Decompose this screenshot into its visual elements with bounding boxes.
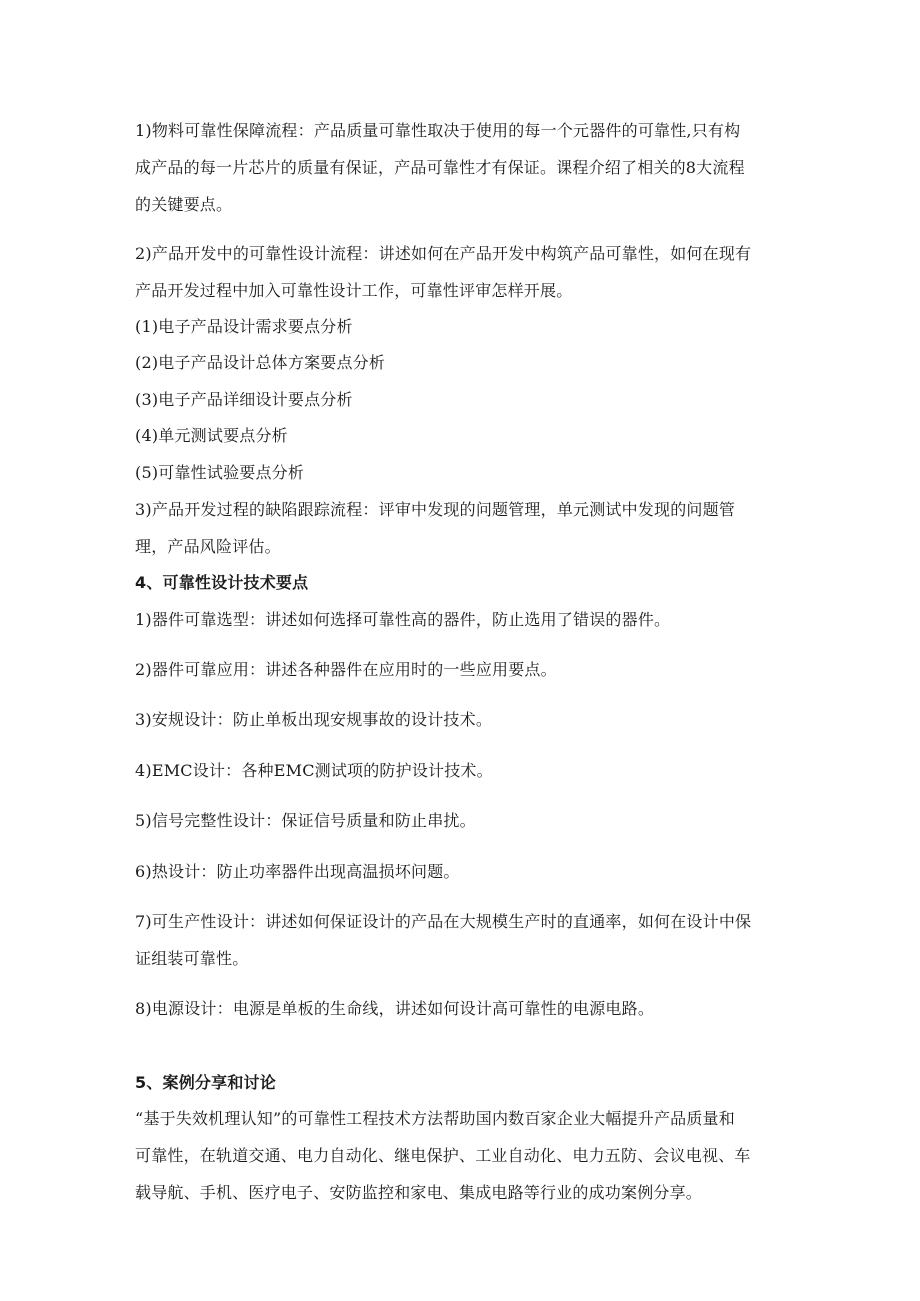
list-item: (3)电子产品详细设计要点分析 [135, 390, 353, 409]
list-item: (4)单元测试要点分析 [135, 426, 288, 445]
list-item: 4)EMC设计：各种EMC测试项的防护设计技术。 [135, 761, 493, 780]
paragraph-line: 成产品的每一片芯片的质量有保证，产品可靠性才有保证。课程介绍了相关的8大流程 [135, 158, 745, 177]
list-item: (2)电子产品设计总体方案要点分析 [135, 353, 386, 372]
list-item: 6)热设计：防止功率器件出现高温损坏问题。 [135, 862, 460, 881]
list-item: 1)器件可靠选型：讲述如何选择可靠性高的器件，防止选用了错误的器件。 [135, 610, 671, 629]
paragraph-line: 的关键要点。 [135, 195, 233, 214]
paragraph-line: 3)产品开发过程的缺陷跟踪流程：评审中发现的问题管理，单元测试中发现的问题管 [135, 500, 736, 519]
list-item: (1)电子产品设计需求要点分析 [135, 317, 353, 336]
list-item: (5)可靠性试验要点分析 [135, 463, 305, 482]
list-item: 3)安规设计：防止单板出现安规事故的设计技术。 [135, 710, 493, 729]
list-item: 5)信号完整性设计：保证信号质量和防止串扰。 [135, 811, 476, 830]
list-item: 2)器件可靠应用：讲述各种器件在应用时的一些应用要点。 [135, 660, 557, 679]
list-item: 7)可生产性设计：讲述如何保证设计的产品在大规模生产时的直通率，如何在设计中保 [135, 912, 752, 931]
section-heading: 4、可靠性设计技术要点 [135, 573, 309, 592]
paragraph-line: “基于失效机理认知”的可靠性工程技术方法帮助国内数百家企业大幅提升产品质量和 [135, 1109, 735, 1128]
list-item: 证组装可靠性。 [135, 949, 249, 968]
paragraph-line: 可靠性，在轨道交通、电力自动化、继电保护、工业自动化、电力五防、会议电视、车 [135, 1146, 751, 1165]
paragraph-line: 产品开发过程中加入可靠性设计工作，可靠性评审怎样开展。 [135, 281, 573, 300]
paragraph-line: 2)产品开发中的可靠性设计流程：讲述如何在产品开发中构筑产品可靠性，如何在现有 [135, 244, 752, 263]
paragraph-line: 1)物料可靠性保障流程：产品质量可靠性取决于使用的每一个元器件的可靠性,只有构 [135, 121, 741, 140]
list-item: 8)电源设计：电源是单板的生命线，讲述如何设计高可靠性的电源电路。 [135, 999, 655, 1018]
section-heading: 5、案例分享和讨论 [135, 1073, 276, 1092]
paragraph-line: 理，产品风险评估。 [135, 537, 281, 556]
paragraph-line: 载导航、手机、医疗电子、安防监控和家电、集成电路等行业的成功案例分享。 [135, 1183, 703, 1202]
